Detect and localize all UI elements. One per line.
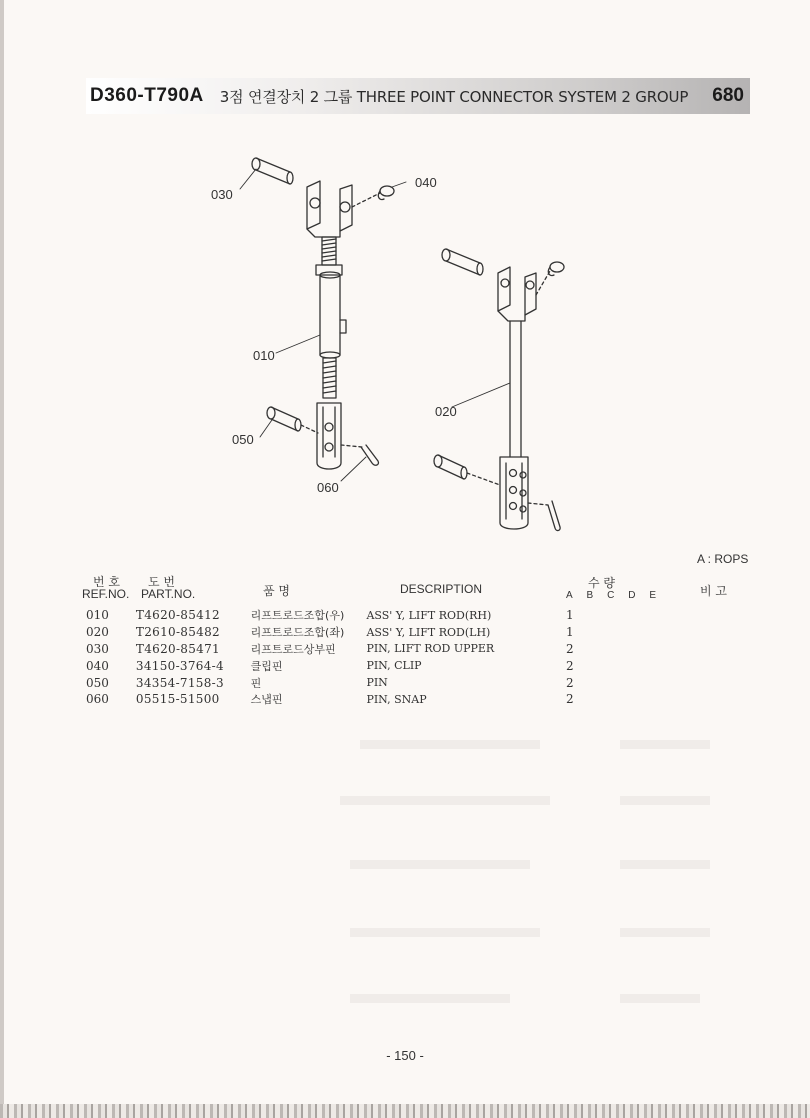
model-number: D360-T790A: [90, 85, 204, 106]
callout-010: 010: [253, 348, 275, 363]
rod-lh: [510, 321, 521, 457]
ref-no: 030: [86, 641, 109, 656]
snap-pin-060: [341, 445, 378, 465]
table-row: [86, 624, 586, 641]
scan-bottom-edge: [0, 1104, 810, 1118]
leader-lines: [240, 169, 510, 481]
upper-thread: [322, 237, 336, 265]
qty-a: 1: [566, 608, 574, 623]
part-description: ASS' Y, LIFT ROD(LH): [366, 625, 491, 639]
qty-a: 2: [566, 658, 574, 673]
ref-no: 040: [86, 658, 109, 673]
part-description: PIN: [366, 676, 388, 690]
upper-pin-030: [252, 158, 293, 184]
page-header: [86, 78, 750, 114]
page-number: - 150 -: [386, 1048, 424, 1063]
bleed-through: [620, 994, 700, 1003]
bleed-through: [350, 860, 530, 869]
upper-yoke: [307, 181, 352, 237]
ref-no: 050: [86, 675, 109, 690]
qty-letter-d: D: [628, 590, 636, 601]
header-name-ko: 품 명: [263, 584, 290, 598]
part-description: PIN, SNAP: [366, 692, 427, 706]
bleed-through: [360, 740, 540, 749]
part-no: T4620-85412: [135, 608, 220, 623]
part-no: 34150-3764-4: [135, 658, 224, 673]
header-ref-en: REF.NO.: [82, 587, 130, 601]
callout-030: 030: [211, 187, 233, 202]
part-description: ASS' Y, LIFT ROD(RH): [366, 608, 492, 622]
qty-letter-b: B: [586, 590, 594, 601]
part-no: T2610-85482: [135, 625, 220, 640]
rops-note: A : ROPS: [697, 552, 749, 566]
part-name-ko: 리프트로드상부핀: [250, 642, 336, 656]
header-part-ko: 도 번: [148, 575, 175, 589]
part-name-ko: 핀: [250, 676, 262, 690]
ref-no: 010: [86, 608, 109, 623]
bleed-through: [350, 928, 540, 937]
qty-a: 2: [566, 692, 574, 707]
header-description: DESCRIPTION: [400, 582, 483, 596]
table-row: [86, 641, 586, 658]
header-qty-ko: 수 량: [588, 576, 615, 590]
callout-060: 060: [317, 480, 339, 495]
bleed-through: [620, 860, 710, 869]
upper-yoke-lh: [498, 267, 536, 321]
callout-040: 040: [415, 175, 437, 190]
scan-edge: [0, 0, 4, 1118]
clip-pin-040: [352, 186, 394, 207]
lower-clevis-lh: [500, 457, 528, 529]
part-name-ko: 클립핀: [250, 659, 283, 673]
snap-pin-lh: [528, 501, 560, 531]
part-name-ko: 스냅핀: [250, 693, 283, 707]
part-name-ko: 리프트로드조합(좌): [250, 626, 345, 640]
lower-thread: [323, 358, 336, 398]
bleed-through: [620, 796, 710, 805]
bleed-through: [620, 928, 710, 937]
part-description: PIN, LIFT ROD UPPER: [366, 642, 495, 656]
parts-table: [86, 607, 586, 708]
parts-diagram: [180, 145, 600, 545]
qty-letter-columns: [566, 590, 656, 601]
qty-a: 1: [566, 625, 574, 640]
bleed-through: [340, 796, 550, 805]
table-row: [86, 674, 586, 691]
qty-a: 2: [566, 641, 574, 656]
callout-020: 020: [435, 404, 457, 419]
part-name-ko: 리프트로드조합(우): [250, 609, 345, 623]
qty-a: 2: [566, 675, 574, 690]
bleed-through: [350, 994, 510, 1003]
clip-pin-lh: [536, 262, 564, 295]
part-no: 05515-51500: [135, 692, 220, 707]
pin-050: [267, 407, 318, 433]
header-remarks-ko: 비 고: [700, 584, 727, 598]
qty-letter-e: E: [649, 590, 656, 601]
lower-clevis: [317, 403, 341, 469]
part-no: 34354-7158-3: [135, 675, 224, 690]
header-part-en: PART.NO.: [141, 587, 196, 601]
ref-no: 020: [86, 625, 109, 640]
header-ref-ko: 번 호: [93, 575, 120, 589]
table-row: [86, 691, 586, 708]
ref-no: 060: [86, 692, 109, 707]
upper-pin-lh: [442, 249, 483, 275]
table-row: [86, 657, 586, 674]
part-description: PIN, CLIP: [366, 659, 422, 673]
table-row: [86, 607, 586, 624]
callout-050: 050: [232, 432, 254, 447]
qty-letter-c: C: [607, 590, 615, 601]
qty-letter-a: A: [566, 590, 573, 601]
part-no: T4620-85471: [135, 641, 220, 656]
group-title: 3점 연결장치 2 그룹 THREE POINT CONNECTOR SYSTEM 2 GROUP: [219, 87, 689, 106]
bleed-through: [620, 740, 710, 749]
lower-pin-lh: [434, 455, 500, 485]
group-number: 680: [712, 85, 744, 106]
turnbuckle-body: [320, 272, 346, 358]
